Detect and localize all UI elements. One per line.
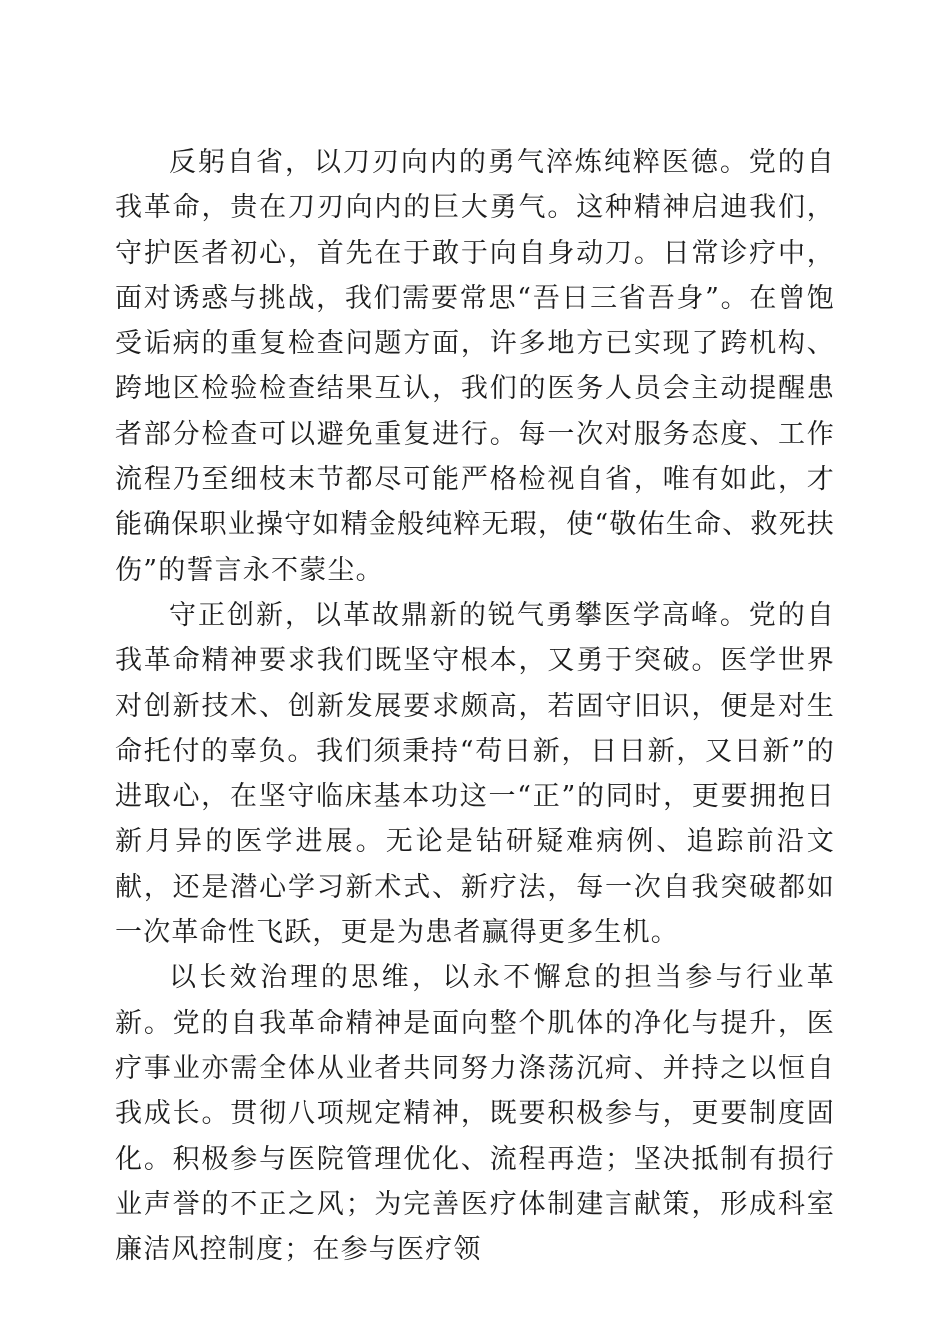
paragraph-governance: 以长效治理的思维，以永不懈怠的担当参与行业革新。党的自我革命精神是面向整个肌体的净化与提升，医疗事业亦需全体从业者共同努力涤荡沉疴、并持之以恒自我成长。贯彻八项规定精神，既要积极参与，更要制度固化。积极参与医院管理优化、流程再造；坚决抵制有损行业声誉的不正之风；为完善医疗体制建言献策，形成科室廉洁风控制度；在参与医疗领: [115, 962, 835, 1266]
paragraph-innovation: 守正创新，以革故鼎新的锐气勇攀医学高峰。党的自我革命精神要求我们既坚守根本，又勇于突破。医学世界对创新技术、创新发展要求颇高，若固守旧识，便是对生命托付的辜负。我们须秉持“苟日新，日日新，又日新”的进取心，在坚守临床基本功这一“正”的同时，更要拥抱日新月异的医学进展。无论是钻研疑难病例、追踪前沿文献，还是潜心学习新术式、新疗法，每一次自我突破都如一次革命性飞跃，更是为患者赢得更多生机。: [115, 599, 835, 949]
document-page: [115, 140, 835, 1272]
paragraph-self-reflection: 反躬自省，以刀刃向内的勇气淬炼纯粹医德。党的自我革命，贵在刀刃向内的巨大勇气。这种精神启迪我们，守护医者初心，首先在于敢于向自身动刀。日常诊疗中，面对诱惑与挑战，我们需要常思“吾日三省吾身”。在曾饱受诟病的重复检查问题方面，许多地方已实现了跨机构、跨地区检验检查结果互认，我们的医务人员会主动提醒患者部分检查可以避免重复进行。每一次对服务态度、工作流程乃至细枝末节都尽可能严格检视自省，唯有如此，才能确保职业操守如精金般纯粹无瑕，使“敬佑生命、救死扶伤”的誓言永不蒙尘。: [115, 147, 836, 586]
